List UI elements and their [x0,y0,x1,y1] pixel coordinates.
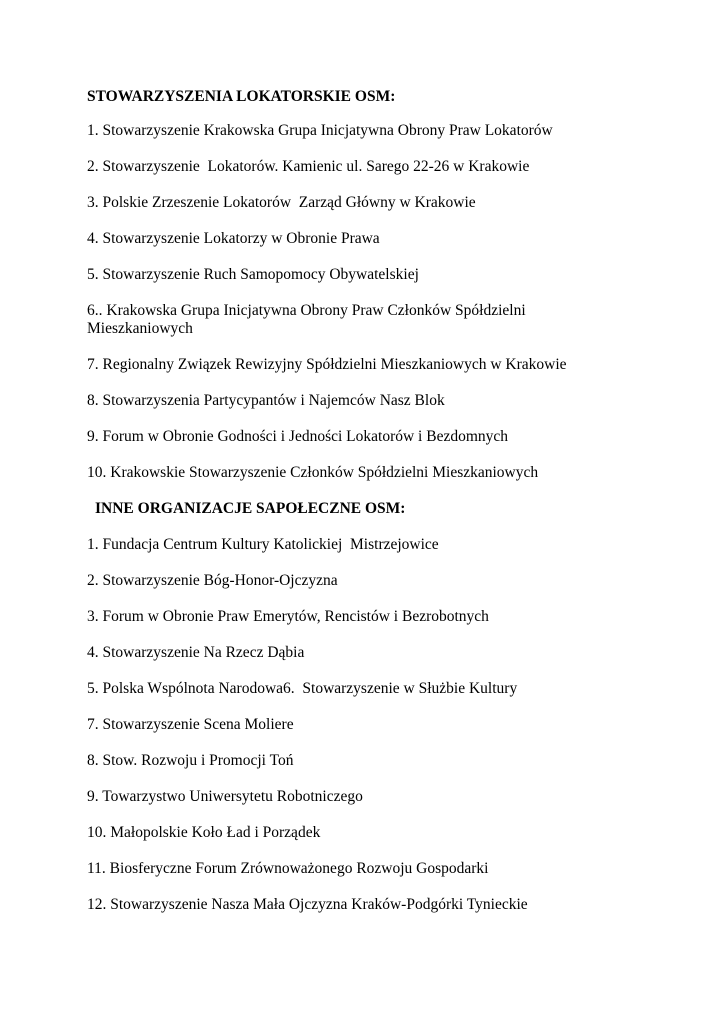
list-item: 7. Regionalny Związek Rewizyjny Spółdzielni Mieszkaniowych w Krakowie [87,356,567,373]
list-item: 1. Stowarzyszenie Krakowska Grupa Inicjatywna Obrony Praw Lokatorów [87,122,553,139]
list-item: 5. Polska Wspólnota Narodowa6. Stowarzyszenie w Służbie Kultury [87,680,518,697]
list-item: 3. Forum w Obronie Praw Emerytów, Rencistów i Bezrobotnych [87,608,489,625]
list-item: 9. Forum w Obronie Godności i Jedności Lokatorów i Bezdomnych [87,428,509,445]
list-item: 4. Stowarzyszenie Na Rzecz Dąbia [87,644,305,661]
section-heading-tenant-associations: STOWARZYSZENIA LOKATORSKIE OSM: [87,88,396,105]
list-item: 2. Stowarzyszenie Lokatorów. Kamienic ul. Sarego 22-26 w Krakowie [87,158,530,175]
list-item: 6.. Krakowska Grupa Inicjatywna Obrony Praw Członków Spółdzielni Mieszkaniowych [87,302,530,337]
list-item: 11. Biosferyczne Forum Zrównoważonego Rozwoju Gospodarki [87,860,489,877]
list-item: 8. Stowarzyszenia Partycypantów i Najemców Nasz Blok [87,392,445,409]
list-item: 8. Stow. Rozwoju i Promocji Toń [87,752,294,769]
list-item: 4. Stowarzyszenie Lokatorzy w Obronie Prawa [87,230,380,247]
list-item: 3. Polskie Zrzeszenie Lokatorów Zarząd Główny w Krakowie [87,194,476,211]
list-item: 10. Krakowskie Stowarzyszenie Członków Spółdzielni Mieszkaniowych [87,464,539,481]
list-item: 2. Stowarzyszenie Bóg-Honor-Ojczyzna [87,572,338,589]
list-item: 10. Małopolskie Koło Ład i Porządek [87,824,321,841]
list-item: 5. Stowarzyszenie Ruch Samopomocy Obywatelskiej [87,266,419,283]
list-item: 1. Fundacja Centrum Kultury Katolickiej Mistrzejowice [87,536,439,553]
list-item: 12. Stowarzyszenie Nasza Mała Ojczyzna Kraków-Podgórki Tynieckie [87,896,528,913]
list-item: 7. Stowarzyszenie Scena Moliere [87,716,294,733]
section-heading-other-organizations: INNE ORGANIZACJE SAPOŁECZNE OSM: [95,500,406,517]
list-item: 9. Towarzystwo Uniwersytetu Robotniczego [87,788,363,805]
